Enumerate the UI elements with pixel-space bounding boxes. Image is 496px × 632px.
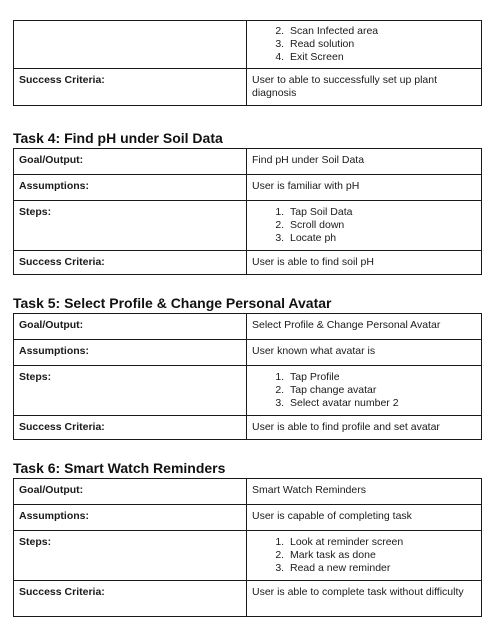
- step-item: 2. Mark task as done: [287, 549, 476, 562]
- success-value: User is able to find soil pH: [247, 251, 482, 275]
- step-item: 2. Tap change avatar: [287, 384, 476, 397]
- steps-row: [14, 366, 482, 416]
- task-5-table: [13, 313, 482, 440]
- assumptions-row: [14, 505, 482, 531]
- assumptions-value: User is capable of completing task: [247, 505, 482, 531]
- steps-list: [252, 206, 476, 245]
- step-item: 1. Tap Soil Data: [287, 206, 476, 219]
- step-item: 3. Select avatar number 2: [287, 397, 476, 410]
- assumptions-value: User is familiar with pH: [247, 175, 482, 201]
- success-row: [14, 251, 482, 275]
- success-value: User is able to find profile and set avatar: [247, 416, 482, 440]
- steps-label: Steps:: [14, 201, 247, 251]
- goal-value: Find pH under Soil Data: [247, 149, 482, 175]
- steps-value-cell: [247, 201, 482, 251]
- steps-label: Steps:: [14, 366, 247, 416]
- task-6-heading: Task 6: Smart Watch Reminders: [13, 460, 226, 476]
- assumptions-label: Assumptions:: [14, 340, 247, 366]
- success-label: Success Criteria:: [14, 69, 247, 106]
- goal-value: Smart Watch Reminders: [247, 479, 482, 505]
- steps-label: Steps:: [14, 531, 247, 581]
- steps-label-cell: [14, 21, 247, 69]
- goal-row: [14, 479, 482, 505]
- step-item: 1. Tap Profile: [287, 371, 476, 384]
- step-item: 2. Scroll down: [287, 219, 476, 232]
- goal-label: Goal/Output:: [14, 149, 247, 175]
- steps-list: [252, 536, 476, 575]
- goal-label: Goal/Output:: [14, 479, 247, 505]
- success-row: [14, 69, 482, 106]
- task-6-table: [13, 478, 482, 617]
- steps-list: [252, 371, 476, 410]
- step-item: 4. Exit Screen: [287, 51, 476, 64]
- steps-row: [14, 531, 482, 581]
- assumptions-row: [14, 340, 482, 366]
- steps-row: [14, 21, 482, 69]
- steps-value-cell: [247, 21, 482, 69]
- task-3-table-continued: [13, 20, 482, 106]
- success-row: [14, 416, 482, 440]
- success-row: [14, 581, 482, 617]
- step-item: 2. Scan Infected area: [287, 25, 476, 38]
- step-item: 3. Locate ph: [287, 232, 476, 245]
- steps-row: [14, 201, 482, 251]
- task-4-heading: Task 4: Find pH under Soil Data: [13, 130, 223, 146]
- success-label: Success Criteria:: [14, 251, 247, 275]
- assumptions-label: Assumptions:: [14, 505, 247, 531]
- goal-value: Select Profile & Change Personal Avatar: [247, 314, 482, 340]
- step-item: 1. Look at reminder screen: [287, 536, 476, 549]
- step-item: 3. Read a new reminder: [287, 562, 476, 575]
- goal-label: Goal/Output:: [14, 314, 247, 340]
- success-value: User is able to complete task without difficulty: [247, 581, 482, 617]
- step-item: 3. Read solution: [287, 38, 476, 51]
- assumptions-row: [14, 175, 482, 201]
- goal-row: [14, 314, 482, 340]
- task-4-table: [13, 148, 482, 275]
- success-label: Success Criteria:: [14, 581, 247, 617]
- goal-row: [14, 149, 482, 175]
- steps-value-cell: [247, 366, 482, 416]
- steps-list: [252, 25, 476, 64]
- task-5-heading: Task 5: Select Profile & Change Personal Avatar: [13, 295, 332, 311]
- assumptions-value: User known what avatar is: [247, 340, 482, 366]
- steps-value-cell: [247, 531, 482, 581]
- success-value: User to able to successfully set up plant diagnosis: [247, 69, 482, 106]
- success-label: Success Criteria:: [14, 416, 247, 440]
- assumptions-label: Assumptions:: [14, 175, 247, 201]
